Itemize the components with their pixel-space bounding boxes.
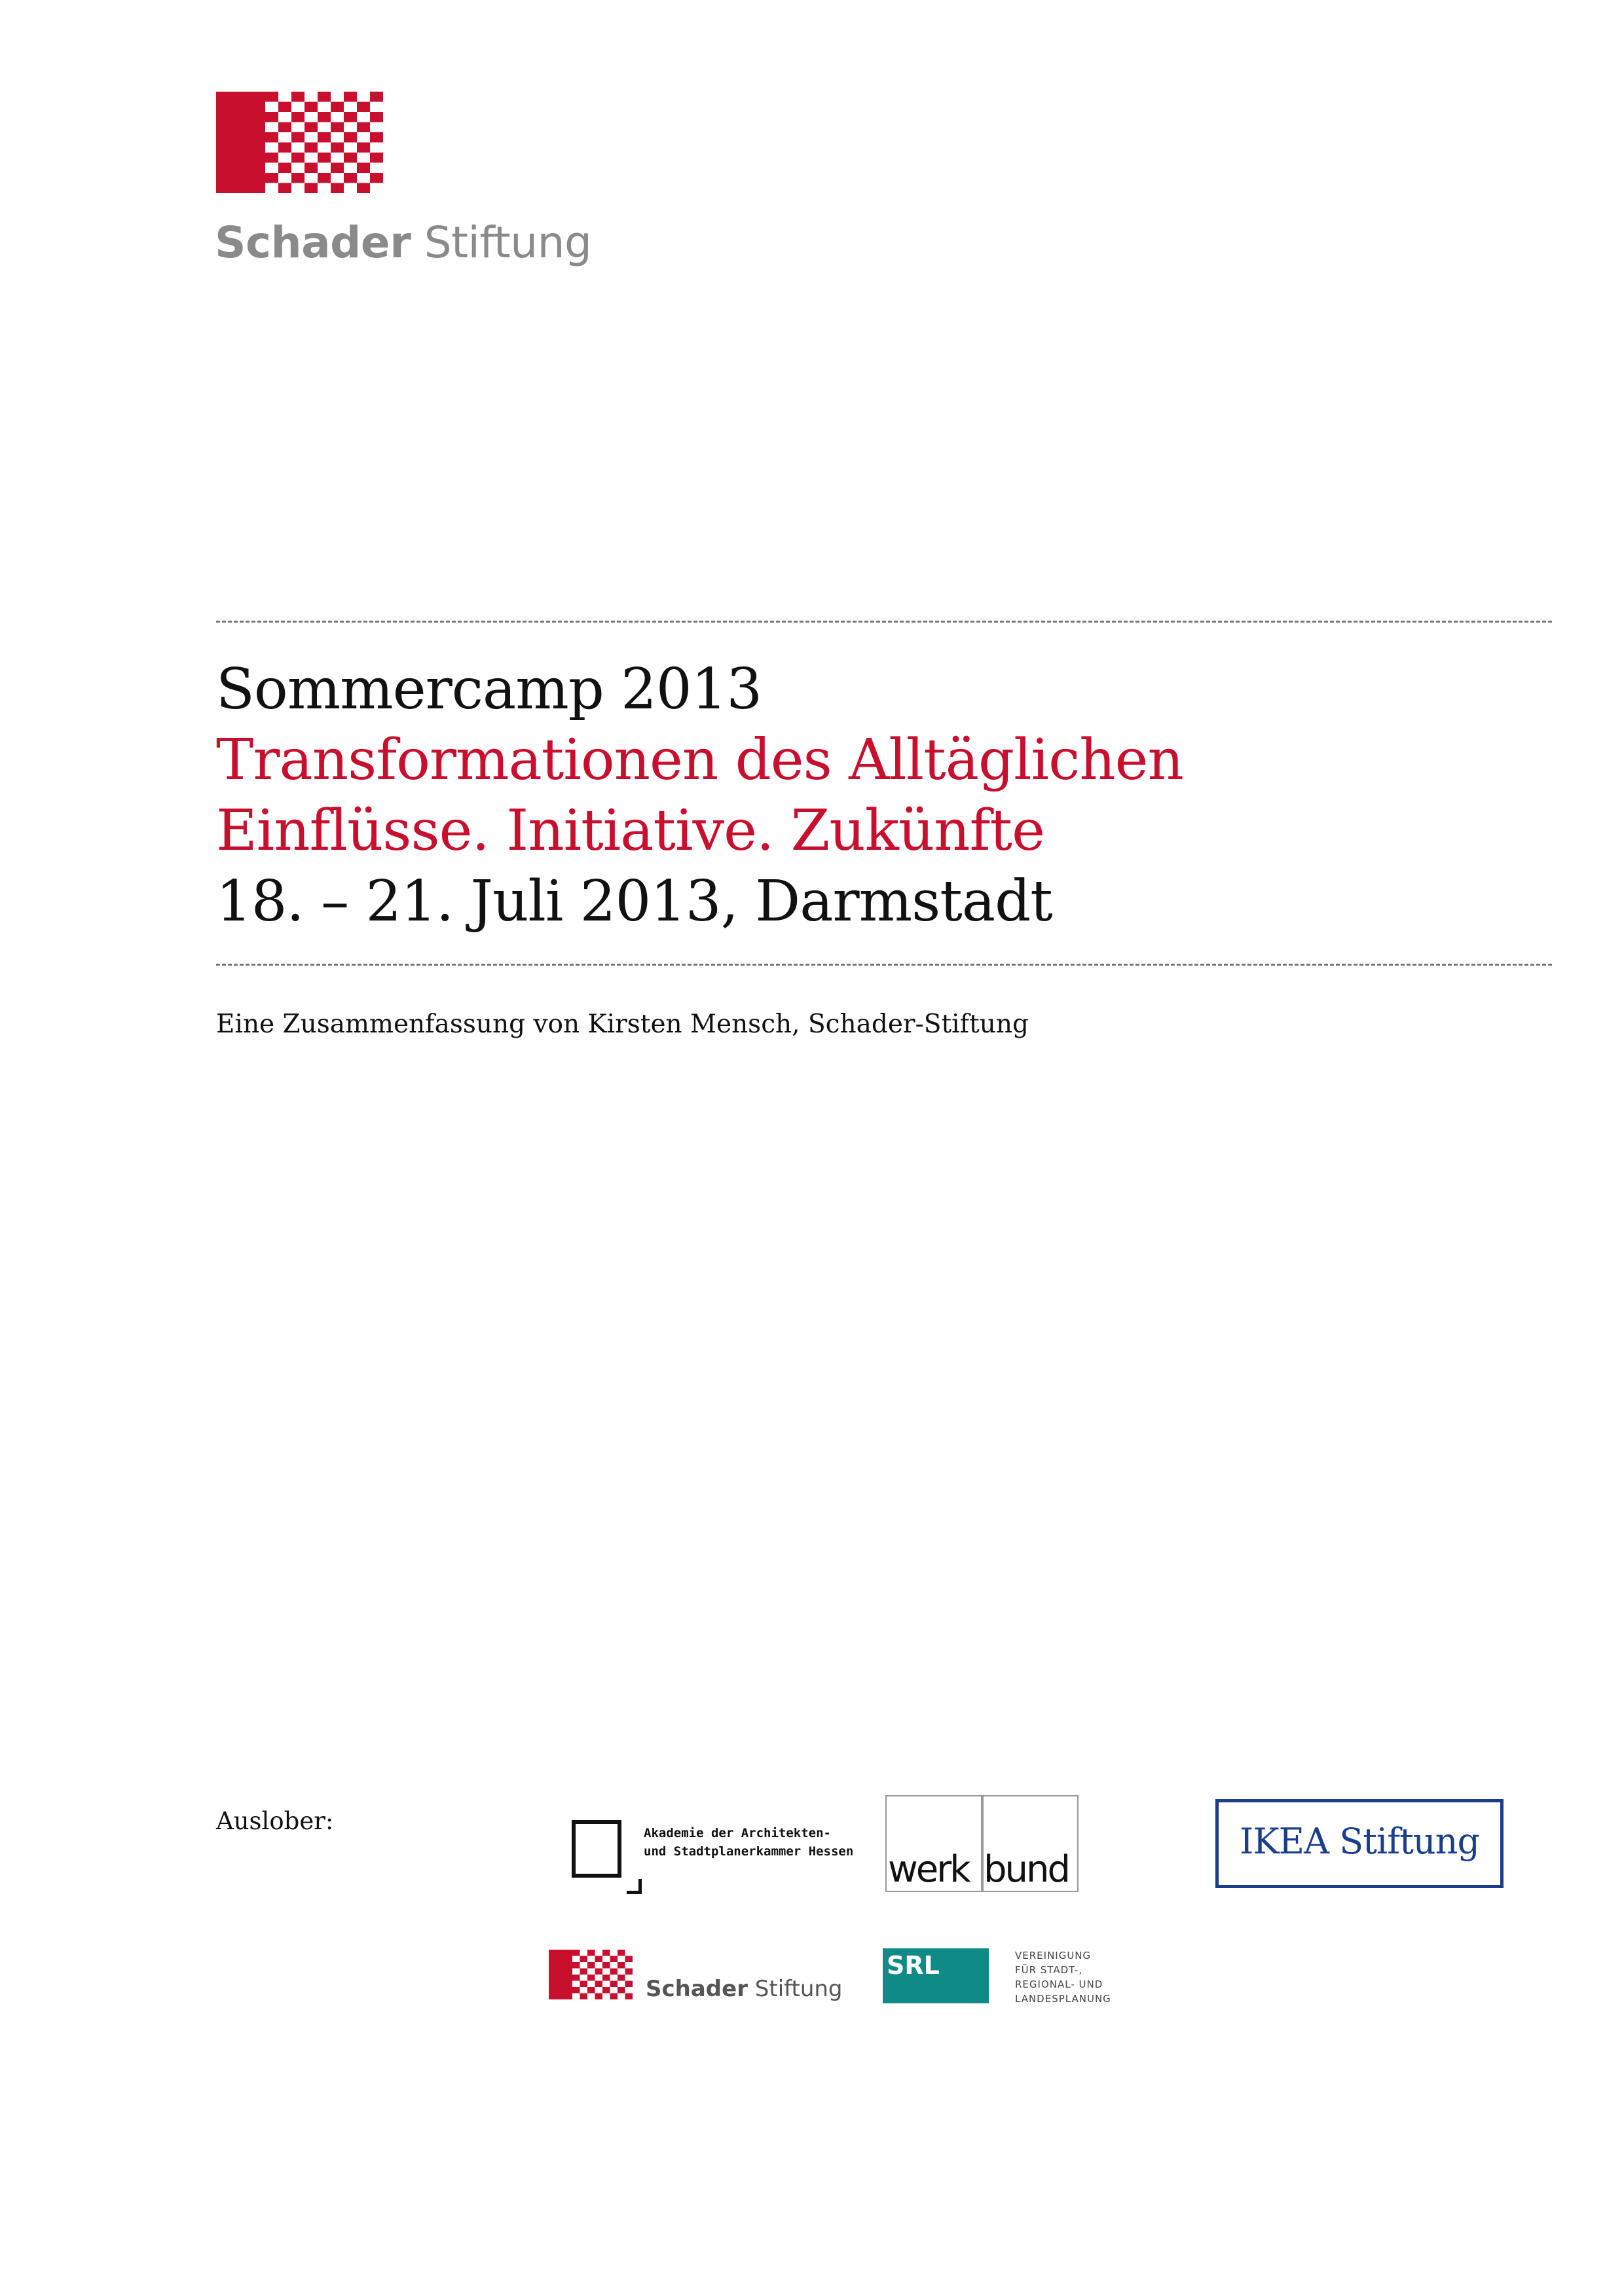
logo-name-regular: Stiftung bbox=[411, 217, 592, 268]
srl-line-1: VEREINIGUNG bbox=[1015, 1950, 1092, 1961]
schader-small-logo bbox=[549, 1950, 843, 2002]
divider-top bbox=[216, 621, 1552, 623]
divider-bottom bbox=[216, 964, 1552, 966]
title-line-3: Einflüsse. Initiative. Zukünfte bbox=[216, 798, 1044, 864]
akademie-frame-icon bbox=[572, 1820, 621, 1878]
akademie-text bbox=[644, 1824, 853, 1861]
schader-logo-text bbox=[215, 217, 591, 268]
sponsor-label: Auslober: bbox=[216, 1807, 334, 1835]
title-line-1: Sommercamp 2013 bbox=[216, 657, 762, 722]
akademie-logo bbox=[572, 1820, 873, 1892]
schader-small-regular: Stiftung bbox=[747, 1976, 843, 2002]
srl-text bbox=[1015, 1948, 1111, 2006]
srl-line-4: LANDESPLANUNG bbox=[1015, 1993, 1111, 2005]
title-line-4: 18. – 21. Juli 2013, Darmstadt bbox=[216, 869, 1052, 934]
schader-logo-mark bbox=[216, 92, 383, 193]
summary-text: Eine Zusammenfassung von Kirsten Mensch, Schader-Stiftung bbox=[216, 1010, 1029, 1039]
akademie-line-1: Akademie der Architekten- bbox=[644, 1826, 831, 1840]
srl-badge-text: SRL bbox=[887, 1951, 940, 1980]
title-line-2: Transformationen des Alltäglichen bbox=[216, 727, 1183, 793]
schader-small-bold: Schader bbox=[646, 1976, 748, 2002]
srl-badge bbox=[883, 1948, 989, 2003]
logo-name-bold: Schader bbox=[215, 217, 411, 268]
srl-line-3: REGIONAL- UND bbox=[1015, 1978, 1103, 1990]
akademie-corner-icon bbox=[627, 1879, 642, 1894]
ikea-stiftung-logo bbox=[1215, 1799, 1504, 1888]
srl-logo bbox=[883, 1948, 1132, 2003]
werkbund-part-2: bund bbox=[984, 1848, 1069, 1891]
werkbund-part-1: werk bbox=[888, 1848, 969, 1891]
werkbund-logo bbox=[885, 1795, 1079, 1892]
schader-small-text bbox=[646, 1976, 843, 2002]
akademie-line-2: und Stadtplanerkammer Hessen bbox=[644, 1844, 854, 1859]
ikea-stiftung-text: IKEA Stiftung bbox=[1239, 1821, 1480, 1862]
srl-line-2: FÜR STADT-, bbox=[1015, 1964, 1083, 1976]
schader-small-mark bbox=[549, 1950, 633, 1999]
